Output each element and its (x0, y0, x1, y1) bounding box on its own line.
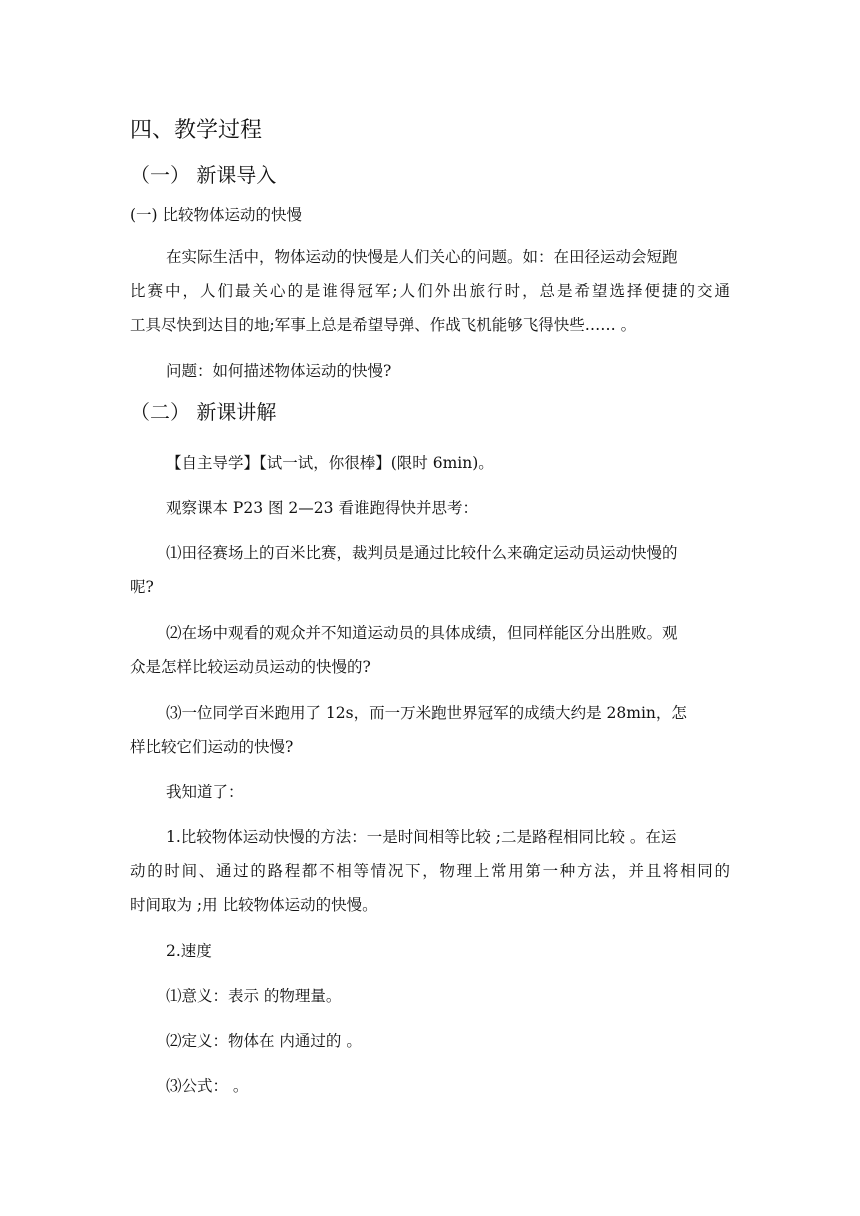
intro-paragraph-line-2: 比赛中，人们最关心的是谁得冠军;人们外出旅行时，总是希望选择便捷的交通 (130, 282, 730, 300)
intro-paragraph-line-3: 工具尽快到达目的地;军事上总是希望导弹、作战飞机能够飞得快些…… 。 (130, 316, 637, 334)
knowledge-2-definition: ⑵定义：物体在 内通过的 。 (166, 1032, 362, 1050)
question-3-line-1: ⑶一位同学百米跑用了 12s，而一万米跑世界冠军的成绩大约是 28min，怎 (166, 704, 687, 722)
know-line: 我知道了： (166, 783, 244, 801)
question-3-line-2: 样比较它们运动的快慢? (130, 738, 294, 756)
self-study-line: 【自主导学】【试一试，你很棒】(限时 6min)。 (166, 454, 494, 472)
knowledge-2-title: 2.速度 (166, 942, 212, 960)
knowledge-1-line-1: 1.比较物体运动快慢的方法：一是时间相等比较 ;二是路程相同比较 。在运 (166, 828, 677, 846)
intro-paragraph-line-1: 在实际生活中，物体运动的快慢是人们关心的问题。如：在田径运动会短跑 (166, 248, 678, 266)
question-1-line-1: ⑴田径赛场上的百米比赛，裁判员是通过比较什么来确定运动员运动快慢的 (166, 544, 678, 562)
question-line: 问题：如何描述物体运动的快慢? (166, 362, 392, 380)
knowledge-2-formula: ⑶公式： 。 (166, 1077, 249, 1095)
subsection-title-intro: （一） 新课导入 (130, 163, 277, 187)
observe-line: 观察课本 P23 图 2—23 看谁跑得快并思考： (166, 499, 478, 517)
knowledge-1-line-3: 时间取为 ;用 比较物体运动的快慢。 (130, 896, 378, 914)
section-title: 四、教学过程 (130, 118, 263, 143)
knowledge-2-meaning: ⑴意义：表示 的物理量。 (166, 987, 342, 1005)
question-2-line-1: ⑵在场中观看的观众并不知道运动员的具体成绩，但同样能区分出胜败。观 (166, 624, 678, 642)
subsection-title-lecture: （二） 新课讲解 (130, 400, 277, 424)
question-2-line-2: 众是怎样比较运动员运动的快慢的? (130, 658, 371, 676)
question-1-line-2: 呢? (130, 578, 154, 596)
item-title-compare-speed: (一) 比较物体运动的快慢 (130, 206, 303, 224)
knowledge-1-line-2: 动的时间、通过的路程都不相等情况下，物理上常用第一种方法，并且将相同的 (130, 862, 730, 880)
